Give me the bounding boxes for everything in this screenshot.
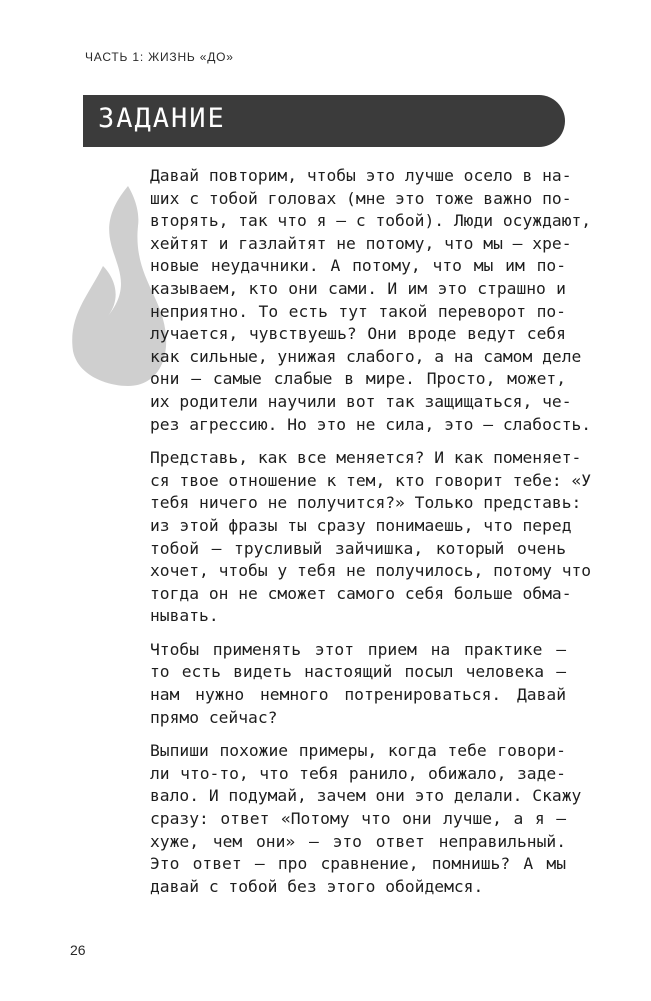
text-line: казываем, кто они сами. И им это страшно и [150, 278, 566, 298]
paragraph [150, 639, 566, 729]
text-line: сразу: ответ «Потому что они лучше, а я — [150, 809, 566, 829]
text-line: Выпиши похожие примеры, когда тебе говори- [150, 741, 566, 761]
paragraph [150, 165, 592, 436]
page-number: 26 [70, 942, 86, 958]
text-line: они — самые слабые в мире. Просто, может, [150, 369, 566, 389]
text-line: ся твое отношение к тем, кто говорит тебе: «У [150, 470, 592, 490]
text-line: хейтят и газлайтят не потому, что мы — хре- [150, 233, 572, 253]
text-line: тобой — трусливый зайчишка, который очень [150, 538, 566, 558]
text-line: Чтобы применять этот прием на практике — [150, 639, 566, 659]
text-line: вторять, так что я — с тобой). Люди осуждают, [150, 211, 592, 231]
text-line: то есть видеть настоящий посыл человека — [150, 662, 566, 682]
text-line: нывать. [150, 606, 219, 626]
text-line: Это ответ — про сравнение, помнишь? А мы [150, 854, 566, 874]
text-line: вало. И подумай, зачем они это делали. Скажу [150, 786, 582, 806]
text-line: как сильные, унижая слабого, а на самом деле [150, 346, 582, 366]
paragraph [150, 447, 592, 628]
text-line: тебя ничего не получится?» Только представь: [150, 493, 582, 513]
text-line: новые неудачники. А потому, что мы им по- [150, 256, 566, 276]
paragraph [150, 740, 582, 898]
text-line: ших с тобой головах (мне это тоже важно по- [150, 188, 572, 208]
text-line: лучается, чувствуешь? Они вроде ведут себя [150, 324, 566, 344]
text-line: ли что-то, что тебя ранило, обижало, заде- [150, 763, 566, 783]
text-line: прямо сейчас? [150, 707, 278, 727]
section-banner [83, 95, 565, 147]
text-line: Представь, как все меняется? И как поменяет- [150, 448, 582, 468]
section-title: ЗАДАНИЕ [98, 103, 226, 134]
running-head: ЧАСТЬ 1: ЖИЗНЬ «ДО» [85, 50, 234, 64]
text-line: неприятно. То есть тут такой переворот по- [150, 301, 566, 321]
text-line: нам нужно немного потренироваться. Давай [150, 685, 566, 705]
text-line: рез агрессию. Но это не сила, это — слабость. [150, 414, 592, 434]
text-line: хочет, чтобы у тебя не получилось, потому что [150, 561, 592, 581]
text-line: хуже, чем они» — это ответ неправильный. [150, 831, 566, 851]
text-line: давай с тобой без этого обойдемся. [150, 876, 484, 896]
text-line: из этой фразы ты сразу понимаешь, что перед [150, 515, 572, 535]
text-line: их родители научили вот так защищаться, че- [150, 391, 572, 411]
body-text [150, 165, 592, 909]
text-line: Давай повторим, чтобы это лучше осело в на- [150, 166, 572, 185]
text-line: тогда он не сможет самого себя больше обма- [150, 583, 572, 603]
